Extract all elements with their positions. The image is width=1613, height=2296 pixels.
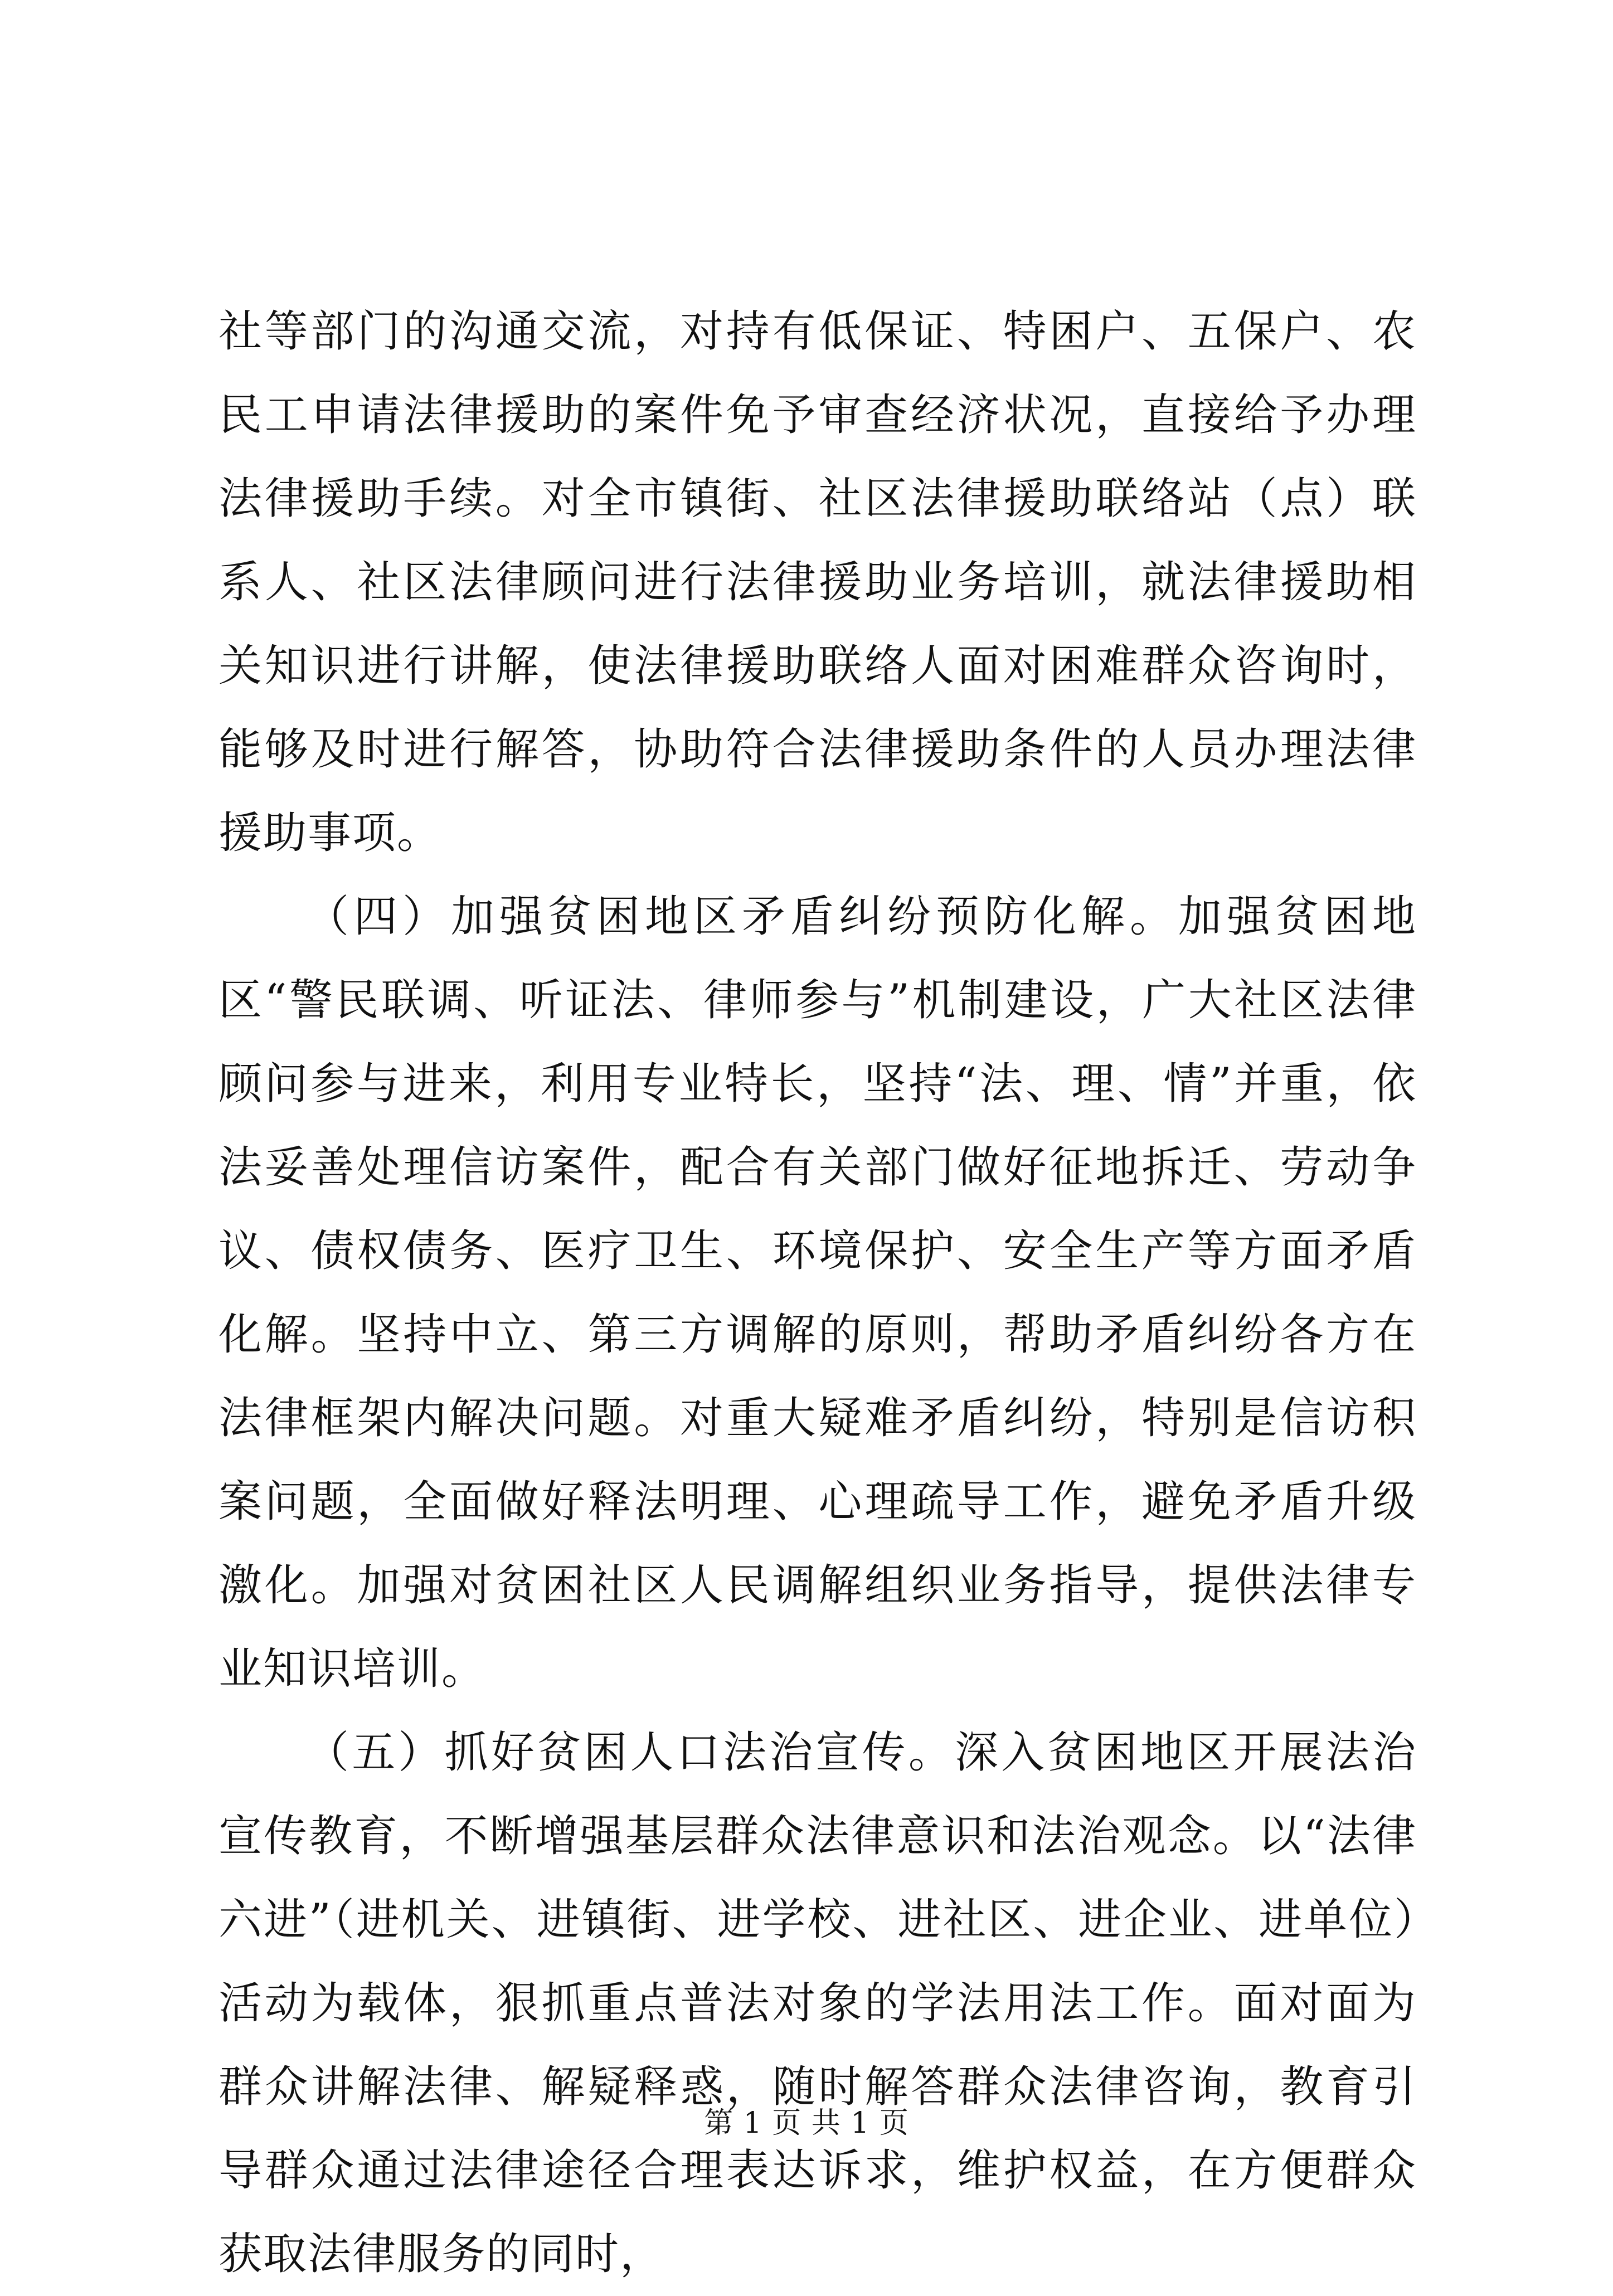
paragraph-legal-publicity: （五）抓好贫困人口法治宣传。深入贫困地区开展法治宣传教育，不断增强基层群众法律意识和法治观念。以“法律六进”（进机关、进镇街、进学校、进社区、进企业、进单位）活动为载体，狠抓重点普法对象的学法用法工作。面对面为群众讲解法律、解疑释惑，随时解答群众法律咨询，教育引导群众通过法律途径合理表达诉求，维护权益，在方便群众获取法律服务的同时，	[218, 1728, 1417, 2279]
paragraph-dispute-resolution: （四）加强贫困地区矛盾纠纷预防化解。加强贫困地区“警民联调、听证法、律师参与”机制建设，广大社区法律顾问参与进来，利用专业特长，坚持“法、理、情”并重，依法妥善处理信访案件，配合有关部门做好征地拆迁、劳动争议、债权债务、医疗卫生、环境保护、安全生产等方面矛盾化解。坚持中立、第三方调解的原则，帮助矛盾纠纷各方在法律框架内解决问题。对重大疑难矛盾纠纷，特别是信访积案问题，全面做好释法明理、心理疏导工作，避免矛盾升级激化。加强对贫困社区人民调解组织业务指导，提供法律专业知识培训。	[218, 892, 1417, 1694]
document-body	[218, 290, 1417, 2296]
paragraph-legal-aid-continuation: 社等部门的沟通交流，对持有低保证、特困户、五保户、农民工申请法律援助的案件免予审查经济状况，直接给予办理法律援助手续。对全市镇街、社区法律援助联络站（点）联系人、社区法律顾问进行法律援助业务培训，就法律援助相关知识进行讲解，使法律援助联络人面对困难群众咨询时，能够及时进行解答，协助符合法律援助条件的人员办理法律援助事项。	[218, 307, 1417, 858]
page-footer: 第 1 页 共 1 页	[704, 2107, 909, 2140]
